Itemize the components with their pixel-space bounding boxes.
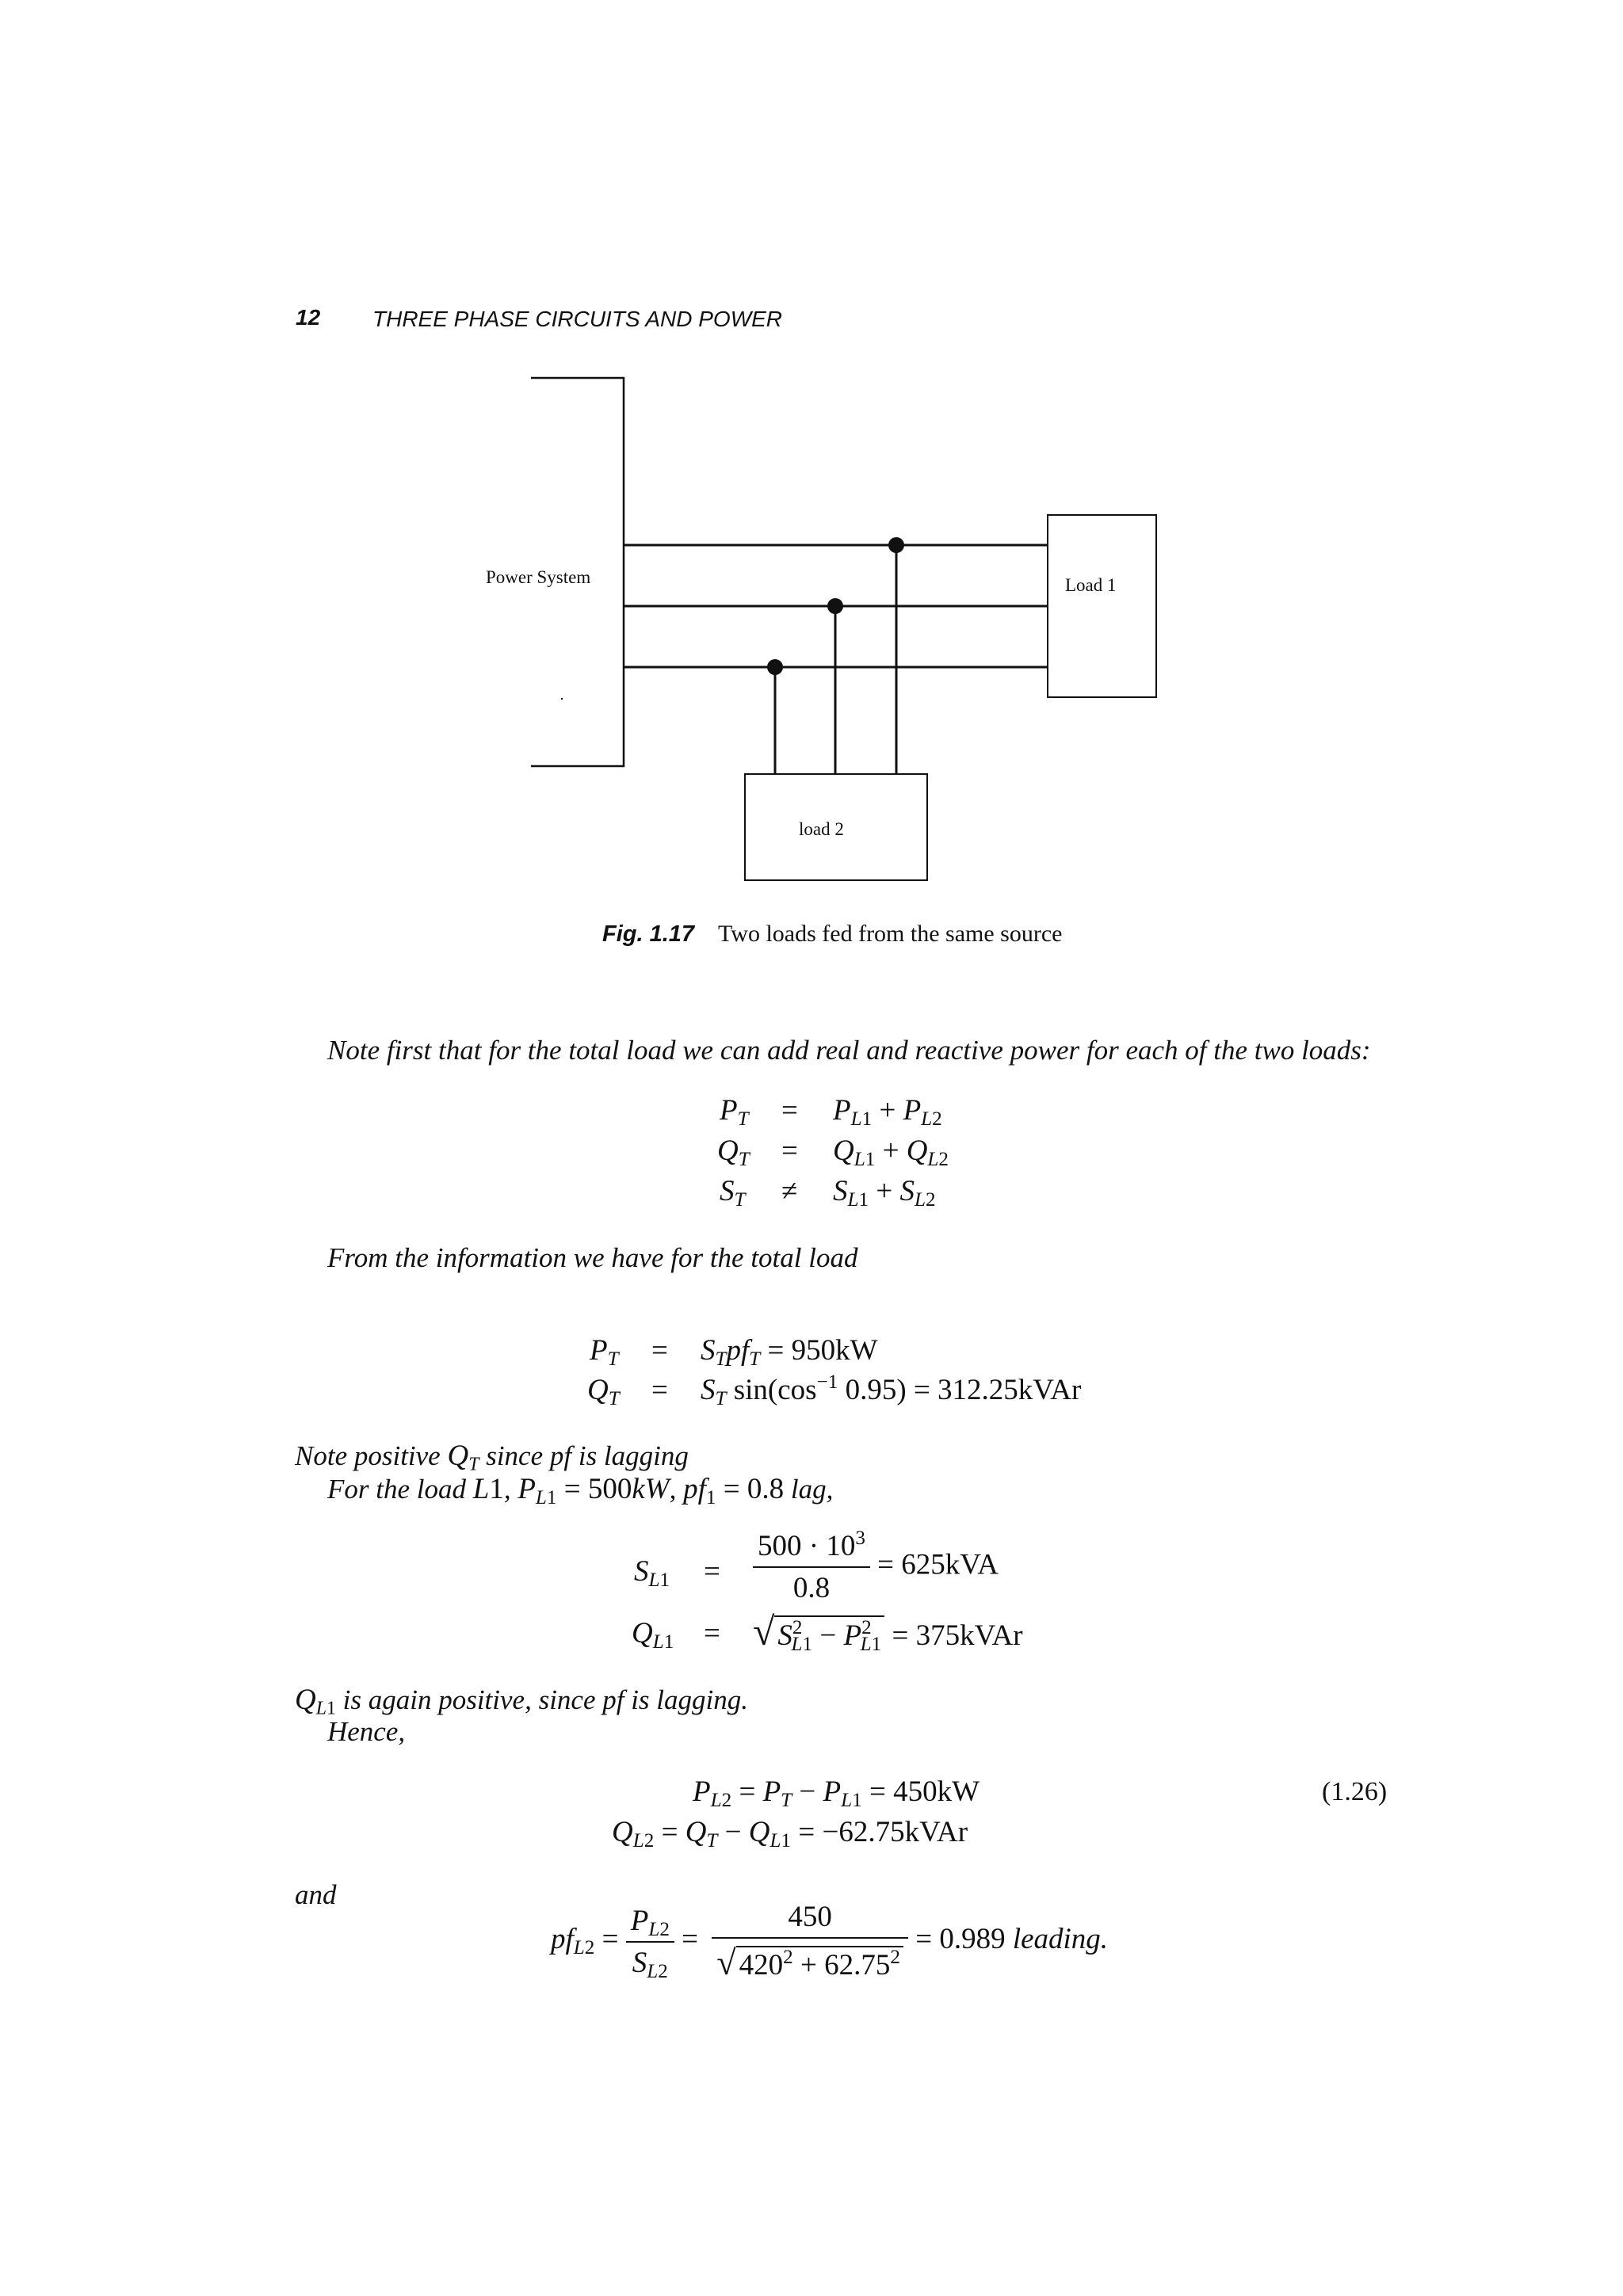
paragraph-hence: Hence, [327,1716,406,1747]
paragraph-load-l1: For the load L1, $P_{L1} = 500kW$, $pf_1 = 0.8$ lag, [327,1473,834,1509]
equation-pf-l2: $pf_{L2}$ = $\frac{P_{L2}}{S_{L2}}$ = $\frac{450}{√ 420^2 + 62.75^2}$ = 0.989 leading. [551,1901,1109,1982]
paragraph-ql1-positive: $Q_{L1}$ is again positive, since pf is lagging. [295,1684,749,1719]
paragraph-and: and [295,1879,337,1910]
caption-text: Two loads fed from the same source [718,921,1063,947]
circuit-diagram [0,0,1623,919]
stray-dot [561,698,563,700]
label-load2: load 2 [799,819,844,839]
junction-dot-b [827,598,843,614]
page-number: 12 [296,305,321,330]
junction-dot-c [767,659,783,675]
running-title: THREE PHASE CIRCUITS AND POWER [372,307,783,331]
paragraph-note-positive: Note positive $Q_T$ since pf is lagging [295,1440,689,1475]
equation-number: (1.26) [1322,1777,1388,1806]
paragraph-from-info: From the information we have for the total load [327,1242,858,1273]
equation-ql2: $Q_{L2} = Q_T - Q_{L1}$ = −62.75kVAr [612,1816,968,1852]
equation-pl2: $P_{L2} = P_T - P_{L1} = 450kW$ [693,1775,980,1812]
figure-caption [602,921,1062,948]
caption-label: Fig. 1.17 [602,921,695,947]
load1-box [1048,515,1156,697]
paragraph-note-first: Note first that for the total load we can add real and reactive power for each of the two loads: [327,1035,1371,1066]
junction-dot-a [888,537,904,553]
label-power-system: Power System [486,567,591,587]
label-load1: Load 1 [1065,575,1117,595]
